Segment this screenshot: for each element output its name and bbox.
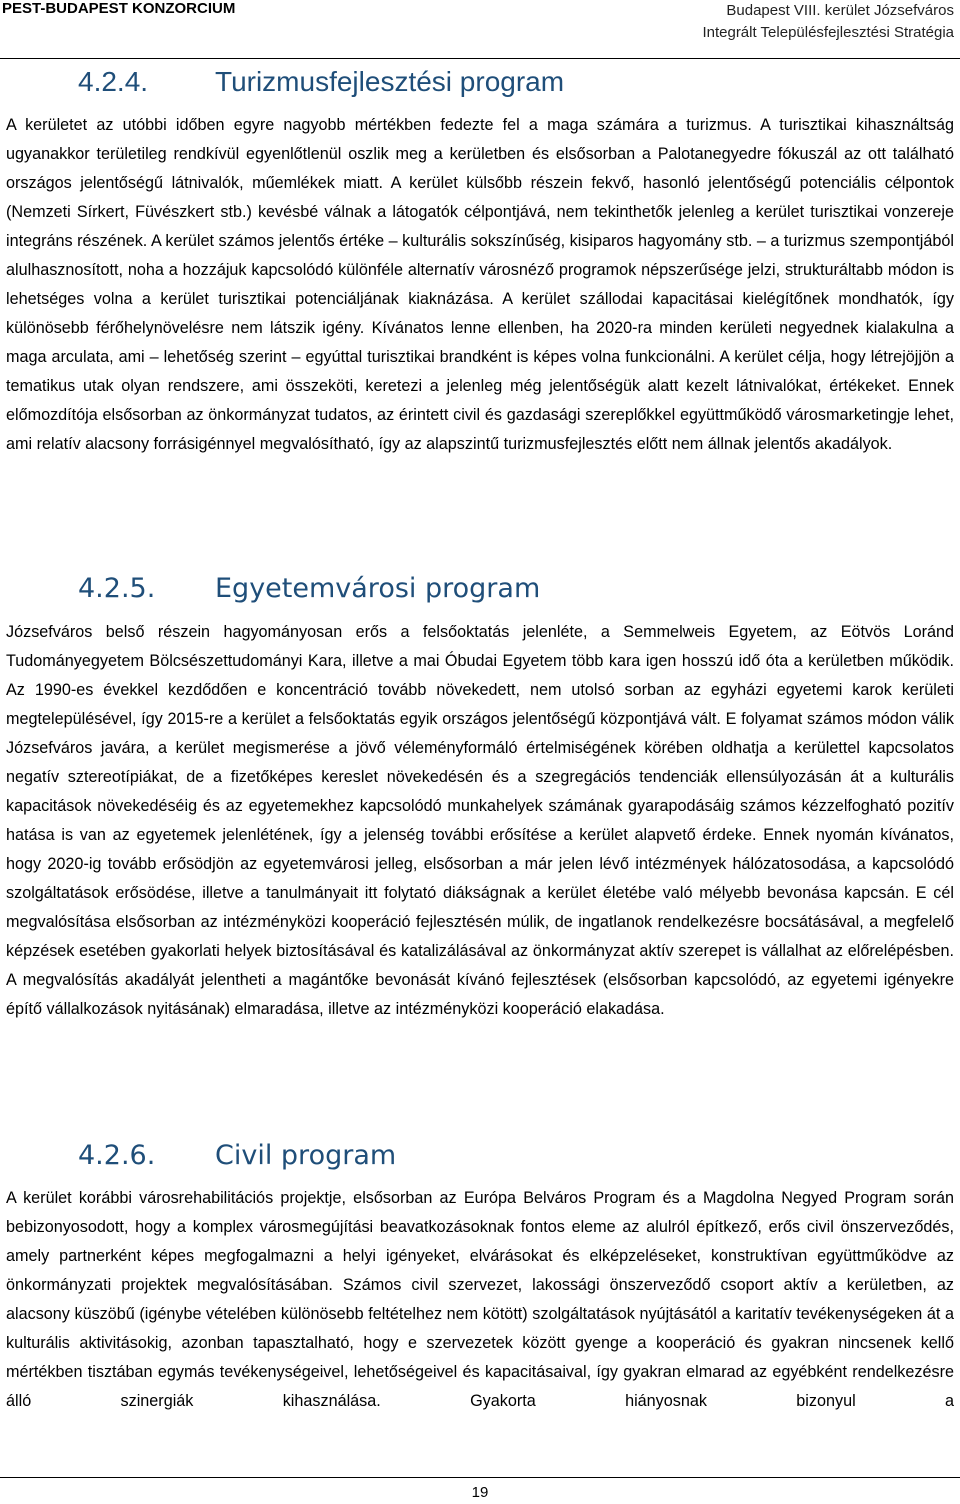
section-number: 4.2.4. <box>78 66 149 97</box>
section-number: 4.2.6. <box>78 1140 156 1171</box>
header-strategy: Integrált Településfejlesztési Stratégia <box>702 24 954 41</box>
section-body-civil: A kerület korábbi városrehabilitációs projektje, elsősorban az Európa Belváros Program és a Magdolna Negyed Program során bebizonyosodott, hogy a komplex városmegújítási beavatkozásoknak fontos eleme az alulról építkező, erős civil önszerveződés, amely partnerként képes megfogalmazni a helyi igényeket, elvárásokat és elképzeléseket, konstruktívan együttműködve az önkormányzati projektek megvalósításában. Számos civil szervezet, lakossági önszerveződő csoport aktív a kerületben, az alacsony küszöbű (igénybe vételében különösebb feltételhez nem kötött) szolgáltatások nyújtásától a karitatív tevékenységeken át a kulturális aktivitásokig, azonban tapasztalható, hogy e szervezetek között gyenge a kooperáció és gyakran nincsenek kellő mértékben tisztában egymás tevékenységeivel, lehetőségeivel és kapacitásaival, így gyakran elmarad az egyébként rendelkezésre álló szinergiák kihasználása. Gyakorta hiányosnak bizonyul a <box>6 1189 954 1410</box>
section-title: Turizmusfejlesztési program <box>215 66 565 97</box>
header-divider <box>0 58 960 59</box>
page-header <box>0 0 960 62</box>
page-number: 19 <box>471 1484 489 1501</box>
section-body-tourism: A kerületet az utóbbi időben egyre nagyobb mértékben fedezte fel a maga számára a turizmus. A turisztikai kihasználtság ugyanakkor területileg rendkívül egyenlőtlenül oszlik meg a kerületben és elsősorban a Palotanegyedre fókuszál az ott található országos jelentőségű látnivalók, műemlékek miatt. A kerület külsőbb részein fekvő, hasonló jelentőségű potenciális célpontok (Nemzeti Sírkert, Füvészkert stb.) kevésbé válnak a látogatók célpontjává, nem tekinthetők jelenleg a kerület turisztikai vonzereje integráns részének. A kerület számos jelentős értéke – kulturális sokszínűség, kisiparos hagyomány stb. – a turizmus szempontjából alulhasznosított, noha a hozzájuk kapcsolódó különféle alternatív városnéző programok népszerűsége jelzi, strukturáltabb módon is lehetséges volna a kerület turisztikai potenciáljának kiaknázása. A kerület szállodai kapacitásai kielégítőnek mondhatók, így különösebb férőhelynövelésre nem látszik igény. Kívánatos lenne ellenben, ha 2020-ra minden kerületi negyednek kialakulna a maga arculata, ami – lehetőség szerint – egyúttal turisztikai brandként is képes volna funkcionálni. A kerület célja, hogy létrejöjjön a tematikus utak olyan rendszere, ami összeköti, keretezi a jelenleg még jelentőségük alatt kezelt látnivalókat, értékeket. Ennek előmozdítója elsősorban az önkormányzat tudatos, az érintett civil és gazdasági szereplőkkel együttműködő városmarketingje lehet, ami relatív alacsony forrásigénnyel megvalósítható, így az alapszintű turizmusfejlesztés előtt nem állnak jelentős akadályok. <box>6 116 954 453</box>
section-heading-university <box>78 573 540 604</box>
footer-divider <box>0 1477 960 1478</box>
header-district: Budapest VIII. kerület Józsefváros <box>726 2 954 19</box>
header-organization: PEST-BUDAPEST KONZORCIUM <box>2 0 236 17</box>
section-heading-tourism <box>78 66 564 98</box>
section-title: Civil program <box>215 1140 397 1171</box>
section-heading-civil <box>78 1140 396 1171</box>
section-number: 4.2.5. <box>78 573 156 604</box>
header-right-block <box>702 0 954 44</box>
section-body-university: Józsefváros belső részein hagyományosan erős a felsőoktatás jelenléte, a Semmelweis Egyetem, az Eötvös Loránd Tudományegyetem Bölcsészettudományi Kara, illetve a mai Óbudai Egyetem több kara igen hosszú idő óta a kerületben működik. Az 1990-es évekkel kezdődően e koncentráció tovább növekedett, nem utolsó sorban az egyházi egyetemi karok kerületi megtelepülésével, így 2015-re a kerület a felsőoktatás egyik országos jelentőségű központjává vált. E folyamat számos módon válik Józsefváros javára, a kerület megismerése a jövő véleményformáló értelmiségének körében oldhatja a kerülettel kapcsolatos negatív sztereotípiákat, de a fizetőképes kereslet növekedésén és a szegregációs tendenciák ellensúlyozásán át a kulturális kapacitások növekedéséig és az egyetemekhez kapcsolódó munkahelyek számának gyarapodásáig számos kézzelfogható pozitív hatása is van az egyetemek jelenlétének, így a jelenség további erősítése a kerület alapvető érdeke. Ennek nyomán kívánatos, hogy 2020-ig tovább erősödjön az egyetemvárosi jelleg, elsősorban a már jelen lévő intézmények hálózatosodása, a kapcsolódó szolgáltatások erősödése, illetve a tanulmányait itt folytató diákságnak a kerület életébe való mélyebb bevonása kapcsán. E cél megvalósítása elsősorban az intézményközi kooperáció fejlesztésén múlik, de ingatlanok rendelkezésre bocsátásával, a megfelelő képzések esetében gyakorlati helyek biztosításával és katalizálásával az önkormányzat aktív szerepet is vállalhat az előrelépésben. A megvalósítás akadályát jelentheti a magántőke bevonását kívánó fejlesztések (elsősorban kapcsolódó, az egyetemi igényekre építő vállalkozások nyitásának) elmaradása, illetve az intézményközi kooperáció elakadása. <box>6 623 954 1018</box>
section-title: Egyetemvárosi program <box>215 573 541 604</box>
